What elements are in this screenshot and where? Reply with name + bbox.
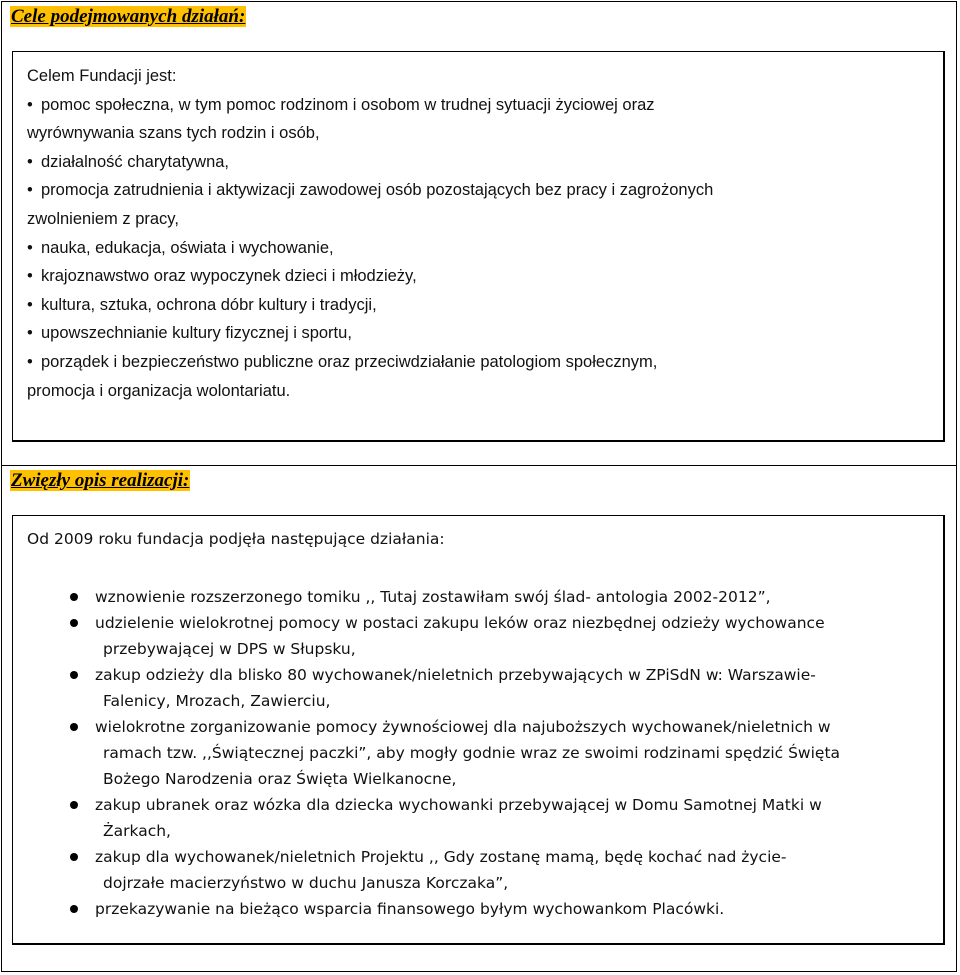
summary-heading-text: Zwięzły opis realizacji:: [11, 470, 190, 491]
bullet-icon: [70, 671, 78, 679]
summary-list-item: [27, 610, 932, 662]
bullet-icon: [70, 723, 78, 731]
bullet-icon: •: [27, 238, 33, 257]
summary-item-line: wznowienie rozszerzonego tomiku ,, Tutaj zostawiłam swój ślad- antologia 2002-2012”,: [95, 588, 771, 606]
summary-item-line: Bożego Narodzenia oraz Święta Wielkanocne,: [103, 770, 457, 788]
goals-list-text: kultura, sztuka, ochrona dóbr kultury i tradycji,: [41, 295, 377, 314]
goals-list-item: [27, 148, 927, 177]
goals-list-item: [27, 205, 927, 234]
summary-list-item: [27, 662, 932, 714]
goals-list-item: [27, 348, 927, 377]
goals-list-text: promocja i organizacja wolontariatu.: [27, 381, 291, 400]
goals-list-text: pomoc społeczna, w tym pomoc rodzinom i osobom w trudnej sytuacji życiowej oraz: [41, 95, 655, 114]
summary-list-item: [27, 844, 932, 896]
goals-list-item: [27, 119, 927, 148]
summary-intro: Od 2009 roku fundacja podjęła następujące działania:: [27, 530, 445, 548]
goals-content: [27, 62, 927, 405]
bullet-icon: •: [27, 295, 33, 314]
summary-item-line: udzielenie wielokrotnej pomocy w postaci zakupu leków oraz niezbędnej odzieży wychowance: [95, 614, 825, 632]
goals-list-item: [27, 319, 927, 348]
summary-item-line: wielokrotne zorganizowanie pomocy żywnościowej dla najuboższych wychowanek/nieletnich w: [95, 718, 831, 736]
goals-list-text: krajoznawstwo oraz wypoczynek dzieci i młodzieży,: [41, 267, 417, 286]
bullet-icon: [70, 853, 78, 861]
goals-list: [27, 91, 927, 406]
summary-list-item: [27, 584, 932, 610]
goals-list-text: upowszechnianie kultury fizycznej i sportu,: [41, 324, 352, 343]
summary-list-item: [27, 714, 932, 792]
summary-list-item: [27, 896, 932, 922]
goals-list-text: działalność charytatywna,: [41, 152, 230, 171]
summary-item-line: przekazywanie na bieżąco wsparcia finansowego byłym wychowankom Placówki.: [95, 900, 725, 918]
bullet-icon: [70, 905, 78, 913]
bullet-icon: •: [27, 95, 33, 114]
summary-item-line: zakup ubranek oraz wózka dla dziecka wychowanki przebywającej w Domu Samotnej Matki w: [95, 796, 822, 814]
goals-list-item: [27, 262, 927, 291]
bullet-icon: [70, 619, 78, 627]
summary-item-line: zakup odzieży dla blisko 80 wychowanek/nieletnich przebywających w ZPiSdN w: Warszawie-: [95, 666, 816, 684]
goals-intro: Celem Fundacji jest:: [27, 67, 177, 85]
summary-item-line: ramach tzw. ,,Świątecznej paczki”, aby mogły godnie wraz ze swoimi rodzinami spędzić Święta: [103, 744, 841, 762]
goals-list-item: [27, 291, 927, 320]
goals-list-text: nauka, edukacja, oświata i wychowanie,: [41, 238, 334, 257]
goals-list-item: [27, 234, 927, 263]
section-heading-summary: [10, 470, 190, 492]
goals-list-text: porządek i bezpieczeństwo publiczne oraz przeciwdziałanie patologiom społecznym,: [41, 352, 658, 371]
bullet-icon: [70, 801, 78, 809]
summary-item-line: dojrzałe macierzyństwo w duchu Janusza Korczaka”,: [103, 874, 509, 892]
goals-list-item: [27, 91, 927, 120]
goals-heading-text: Cele podejmowanych działań:: [11, 6, 246, 27]
bullet-icon: •: [27, 324, 33, 343]
summary-item-line: Falenicy, Mrozach, Zawierciu,: [103, 692, 331, 710]
summary-item-line: zakup dla wychowanek/nieletnich Projektu ,, Gdy zostanę mamą, będę kochać nad życie-: [95, 848, 787, 866]
goals-list-item: [27, 377, 927, 406]
goals-list-text: wyrównywania szans tych rodzin i osób,: [27, 124, 320, 143]
bullet-icon: •: [27, 267, 33, 286]
bullet-icon: •: [27, 352, 33, 371]
summary-item-line: Żarkach,: [103, 822, 171, 840]
section-divider: [1, 465, 957, 466]
bullet-icon: •: [27, 152, 33, 171]
bullet-icon: •: [27, 181, 33, 200]
summary-list-item: [27, 792, 932, 844]
summary-content: [27, 526, 932, 922]
summary-item-line: przebywającej w DPS w Słupsku,: [103, 640, 356, 658]
summary-list: [27, 584, 932, 922]
goals-list-item: [27, 176, 927, 205]
section-heading-goals: [10, 6, 246, 28]
bullet-icon: [70, 593, 78, 601]
goals-list-text: promocja zatrudnienia i aktywizacji zawodowej osób pozostających bez pracy i zagrożonych: [41, 181, 714, 200]
goals-list-text: zwolnieniem z pracy,: [27, 209, 179, 228]
